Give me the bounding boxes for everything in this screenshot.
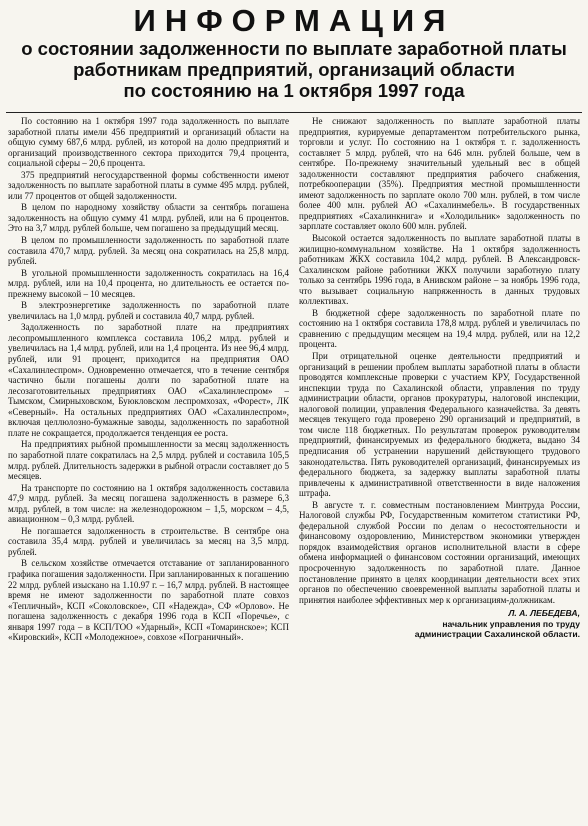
- subtitle-line-3: по состоянию на 1 октября 1997 года: [123, 80, 465, 101]
- paragraph: Высокой остается задолженность по выплате заработной платы в жилищно-коммунальном хозяйстве. На 1 октября задолженность работникам ЖКХ составила 104,2 млрд. рублей. В Александровск-Сахалинском районе работники ЖКХ получили заработную плату только за сентябрь 1996 года, в Анивском районе – за ноябрь 1996 года, что вызывает социальную напряженность в данных трудовых коллективах.: [299, 233, 580, 307]
- paragraph: По состоянию на 1 октября 1997 года задолженность по выплате заработной платы имели 456 предприятий и организаций области на общую сумму 687,6 млрд. рублей, из которой на долю предприятий и организаций производственного сектора приходится 79,4 процента, социальной сферы – 20,6 процента.: [8, 116, 289, 169]
- paragraph: Не снижают задолженность по выплате заработной платы предприятия, курируемые департаментом потребительского рынка, торговли и услуг. По состоянию на 1 октября т. г. задолженность составляет 5 млрд. рублей, что на 646 млн. рублей больше, чем в сентябре. По-прежнему значительный удельный вес в общей задолженности составляют предприятия рабочего снабжения, потребкооперации (35%). Предприятия местной промышленности имеют задолженность по зарплате около 700 млн. рублей, в том числе более 400 млн. рублей АО «Сахалинмебель». В государственных предприятиях «Сахалинкнига» и «Холодильник» задолженность по зарплате составляет около 600 млн. рублей.: [299, 116, 580, 232]
- subtitle-line-1: о состоянии задолженности по выплате заработной платы: [21, 38, 567, 59]
- right-column: [299, 116, 580, 822]
- author-position-line-2: администрации Сахалинской области.: [414, 629, 580, 640]
- subtitle-line-2: работникам предприятий, организаций области: [73, 59, 515, 80]
- paragraph: 375 предприятий негосударственной формы собственности имеют задолженность по выплате заработной платы в сумме 495 млрд. рублей, или 77 процентов от общей задолженности.: [8, 169, 289, 201]
- paragraph: В целом по народному хозяйству области за сентябрь погашена задолженность на общую сумму 41 млрд. рублей, или на 6 процентов. Это на 3,7 млрд. рублей больше, чем погашено за предыдущий месяц.: [8, 202, 289, 234]
- paragraph: В бюджетной сфере задолженность по заработной плате по состоянию на 1 октября составила 178,8 млрд. рублей и увеличилась по сравнению с предыдущим месяцем на 19,4 млрд. рублей, или на 12,2 процента.: [299, 307, 580, 350]
- left-column: [8, 116, 289, 822]
- signature-block: [299, 608, 580, 640]
- paragraph: В электроэнергетике задолженность по заработной плате увеличилась на 1,0 млрд. рублей и составила 40,7 млрд. рублей.: [8, 300, 289, 321]
- paragraph: В угольной промышленности задолженность сократилась на 16,4 млрд. рублей, или на 10,4 процента, но длительность ее остается по-прежнему высокой – 10 месяцев.: [8, 267, 289, 299]
- paragraph: При отрицательной оценке деятельности предприятий и организаций в решении проблем выплаты заработной платы в области проводятся комплексные проверки с участием КРУ, Государственной инспекции труда по Сахалинской области, управления по труду администрации области, органов прокуратуры, налоговой инспекции, налоговой полиции, управления Федерального казначейства. За девять месяцев текущего года проверено 290 организаций и предприятий, в том числе 118 бюджетных. По результатам проверок руководителям предприятий, финансируемых из федерального бюджета, выдано 34 предписания об устранении нарушений действующего трудового законодательства. Пять руководителей организаций, финансируемых из федерального бюджета, за задержку выплаты заработной платы привлечены к административной ответственности в виде наложения штрафа.: [299, 351, 580, 499]
- article-body: [8, 116, 580, 822]
- header-divider: [6, 112, 582, 113]
- paragraph: В августе т. г. совместным постановлением Минтруда России, Налоговой службы РФ, Государственным комитетом статистики РФ, федеральной службой России по делам о несостоятельности и финансовому оздоровлению, Министерством экономики утвержден порядок взаимодействия органов исполнительной власти в сфере обмена информацией о финансовом состоянии организаций, имеющих просроченную задолженность по заработной плате. Данное постановление принято в целях координации деятельности всех этих органов по обеспечению своевременной выплаты заработной платы и принятия наиболее эффективных мер к организациям-должникам.: [299, 499, 580, 605]
- author-position-line-1: начальник управления по труду: [442, 618, 580, 629]
- paragraph: Не погашается задолженность в строительстве. В сентябре она составила 35,4 млрд. рублей и увеличилась за месяц на 3,5 млрд. рублей.: [8, 525, 289, 557]
- article-header: [0, 0, 588, 101]
- paragraph: На транспорте по состоянию на 1 октября задолженность составила 47,9 млрд. рублей. За месяц погашена задолженность в размере 6,3 млрд. рублей, в том числе: на железнодорожном – 1,5, морском – 4,5, авиационном – 0,3 млрд. рублей.: [8, 482, 289, 525]
- paragraph: Задолженность по заработной плате на предприятиях лесопромышленного комплекса составила 106,2 млрд. рублей и увеличилась на 1,4 млрд. рублей, или на 1,4 процента. Из нее 96,4 млрд. рублей, или 91 процент, приходится на предприятия ОАО «Сахалинлеспром». Одновременно отмечается, что в течение сентября частично были погашены долги по заработной плате на лесозаготовительных предприятиях ОАО «Сахалинлеспром» – Тымском, Смирныховском, Буюкловском леспромхозах, «Форест», ЛК «Северный». На остальных предприятиях ОАО «Сахалинлеспром», включая целлюлозно-бумажные заводы, задолженность по заработной плате не сокращается, продолжается тенденция ее роста.: [8, 322, 289, 438]
- article-title: ИНФОРМАЦИЯ: [133, 3, 455, 38]
- author-name: Л. А. ЛЕБЕДЕВА,: [508, 608, 580, 619]
- paragraph: В целом по промышленности задолженность по заработной плате составила 470,7 млрд. рублей. За месяц она сократилась на 25,8 млрд. рублей.: [8, 235, 289, 267]
- paragraph: На предприятиях рыбной промышленности за месяц задолженность по заработной плате сократилась на 2,5 млрд. рублей и составила 105,5 млрд. рублей. Длительность задержки в рыбной отрасли составляет до 5 месяцев.: [8, 439, 289, 482]
- paragraph: В сельском хозяйстве отмечается отставание от запланированного графика погашения задолженности. При запланированных к погашению 22 млрд. рублей изыскано на 1.10.97 г. – 16,7 млрд. рублей. В настоящее время не имеют задолженности по заработной плате совхоз «Тепличный», КСП «Соколовское», СП «Надежда», СФ «Орлово». Не погашена задолженность с декабря 1996 года в КСП «Поречье», с января 1997 года – в КСП/ТОО «Ударный», КСП «Томаринское»; КСП «Кировский», КСП «Молодежное», совхозе «Пограничный».: [8, 558, 289, 643]
